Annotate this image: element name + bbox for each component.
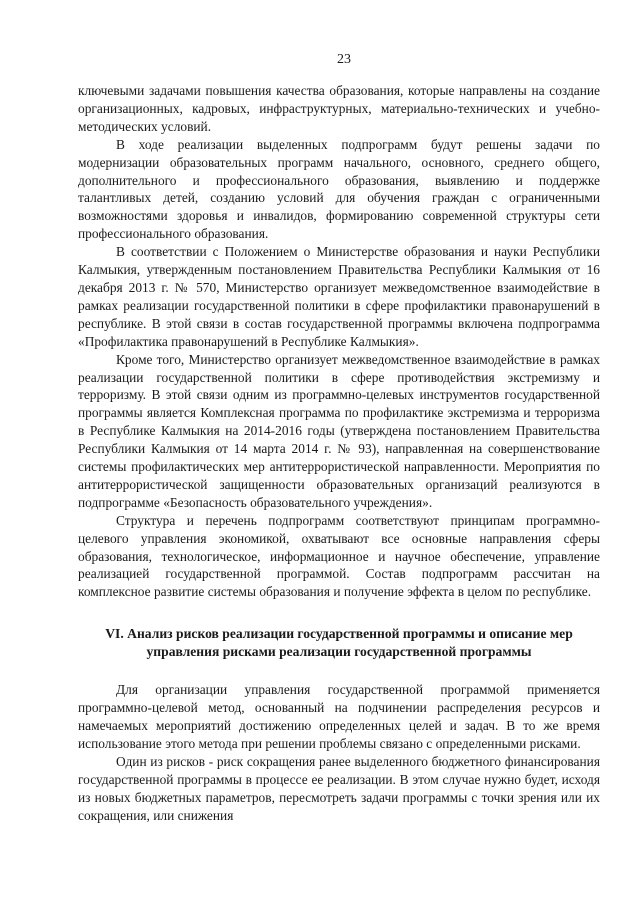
paragraph-continuation: ключевыми задачами повышения качества образования, которые направлены на создание организационных, кадровых, инфраструктурных, материально-технических и учебно-методических условий. xyxy=(78,83,600,134)
paragraph-subprograms-tasks: В ходе реализации выделенных подпрограмм будут решены задачи по модернизации образовательных программ начального, основного, среднего общего, дополнительного и профессионального образования, выявлению и поддержке талантливых детей, созданию условий для обучения граждан с ограниченными возможностями здоровья и инвалидов, формированию современной структуры сети профессионального образования. xyxy=(78,136,600,242)
paragraph-extremism-program: Кроме того, Министерство организует межведомственное взаимодействие в рамках реализации государственной политики в сфере противодействия экстремизму и терроризму. В этой связи одним из программно-целевых инструментов государственной программы является Комплексная программа по профилактике экстремизма и терроризма в Республике Калмыкия на 2014-2016 годы (утверждена постановлением Правительства Республики Калмыкия от 14 марта 2014 г. № 93), направленная на совершенствование системы профилактических мер антитеррористической направленности. Мероприятия по антитеррористической защищенности образовательных организаций реализуются в подпрограмме «Безопасность образовательного учреждения». xyxy=(78,351,600,510)
paragraph-program-method: Для организации управления государственной программой применяется программно-целевой метод, основанный на подчинении распределения ресурсов и намечаемых мероприятий достижению определенных целей и задач. В то же время использование этого метода при решении проблемы связано с определенными рисками. xyxy=(78,682,600,751)
section-heading: VI. Анализ рисков реализации государственной программы и описание мер управления рисками реализации государственной программы xyxy=(105,626,573,660)
paragraph-funding-risk: Один из рисков - риск сокращения ранее выделенного бюджетного финансирования государственной программы в процессе ее реализации. В этом случае нужно будет, исходя из новых бюджетных параметров, пересмотреть задачи программы с точки зрения или их сокращения, или снижения xyxy=(78,753,600,823)
paragraph-ministry-regulation: В соответствии с Положением о Министерстве образования и науки Республики Калмыкия, утвержденным постановлением Правительства Республики Калмыкия от 16 декабря 2013 г. № 570, Министерство организует межведомственное взаимодействие в рамках реализации государственной политики в сфере профилактики правонарушений в республике. В этой связи в состав государственной программы включена подпрограмма «Профилактика правонарушений в Республике Калмыкия». xyxy=(78,244,600,349)
page-number: 23 xyxy=(337,52,351,67)
paragraph-structure: Структура и перечень подпрограмм соответствуют принципам программно-целевого управления экономикой, охватывают все основные направления сферы образования, технологическое, информационное и научное обеспечение, управление реализацией государственной программой. Состав подпрограмм рассчитан на комплексное развитие системы образования и получение эффекта в целом по республике. xyxy=(78,512,600,600)
